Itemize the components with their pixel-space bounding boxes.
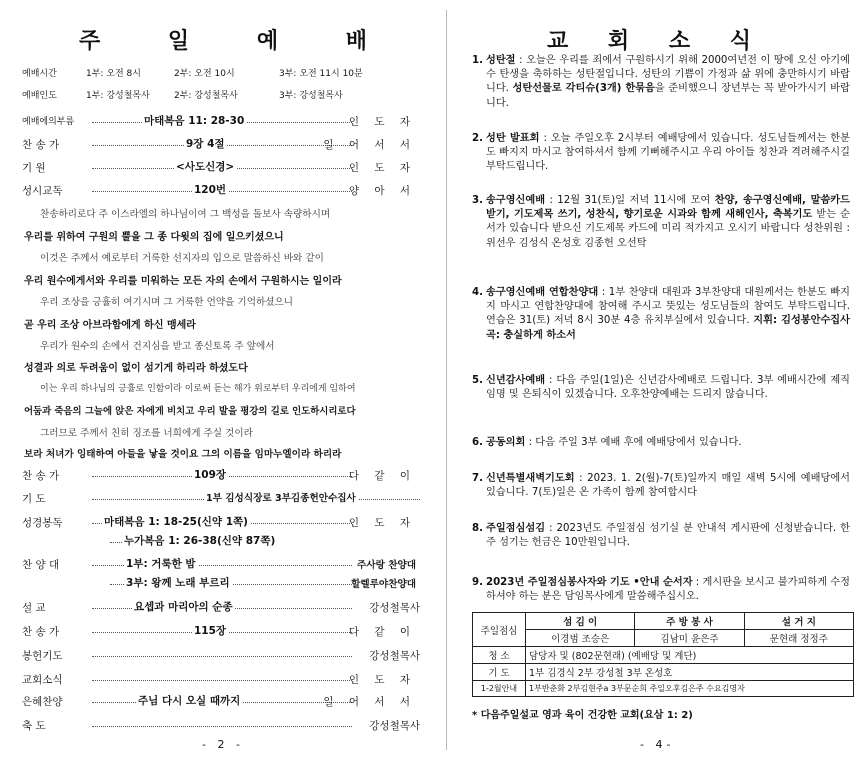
news-heading: 공동의회 bbox=[486, 437, 526, 448]
page-number: - 4- bbox=[640, 738, 675, 751]
order-label: 설 교 bbox=[22, 602, 46, 614]
news-body: : 1부 찬양대 대원과 3부찬양대 대원께서는 한분도 빠지지 마시고 연합찬양대에 참여해 주시고 뜻있는 성도님들의 참여도 부탁드립니다. 연습은 31(토) 저녁 8시 30분 4층 유치부실에서 있습니다. bbox=[486, 287, 850, 327]
news-item bbox=[472, 522, 852, 554]
news-number: 6. bbox=[472, 437, 483, 448]
news-body: : 2023. 1. 2(월)-7(토)일까지 매일 새벽 5시에 예배당에서 있습니다. 7(토)일은 온 가족이 함께 참여합시다 bbox=[486, 473, 850, 499]
responsive-line: 이것은 주께서 예로부터 거룩한 선지자의 입으로 말씀하신 바와 같이 bbox=[40, 253, 324, 264]
order-label: 교회소식 bbox=[22, 674, 63, 686]
news-item bbox=[472, 436, 852, 454]
news-heading: 성탄절 bbox=[486, 55, 516, 66]
order-row bbox=[14, 534, 432, 551]
order-leader: 강성철목사 bbox=[369, 650, 420, 662]
order-content: 115장 bbox=[194, 625, 227, 637]
order-label: 기 원 bbox=[22, 162, 46, 174]
order-label: 찬 송 가 bbox=[22, 626, 60, 638]
table-cell: 기 도 bbox=[473, 664, 526, 681]
table-row bbox=[473, 664, 854, 681]
order-label: 찬 송 가 bbox=[22, 139, 60, 151]
order-content: 요셉과 마리아의 순종 bbox=[134, 601, 233, 613]
order-content: 3부: 왕께 노래 부르리 bbox=[126, 577, 230, 589]
table-cell: 청 소 bbox=[473, 647, 526, 664]
news-number: 3. bbox=[472, 195, 483, 206]
news-number: 4. bbox=[472, 287, 483, 298]
news-item bbox=[472, 194, 852, 274]
order-content: 109장 bbox=[194, 469, 227, 481]
church-news-column bbox=[462, 0, 852, 759]
duty-table bbox=[472, 612, 854, 697]
order-content: 누가복음 1: 26-38(신약 87쪽) bbox=[124, 535, 276, 547]
order-leader: 다 같 이 bbox=[348, 470, 416, 482]
table-cell: 김남미 윤은주 bbox=[635, 630, 744, 647]
news-heading: 신년감사예배 bbox=[486, 375, 546, 386]
table-cell: 1-2월안내 bbox=[473, 681, 526, 697]
news-number: 8. bbox=[472, 523, 483, 534]
service-leaders bbox=[14, 88, 432, 102]
news-highlight: 찬양, 송구영신예배, 말씀카드 받기, 기도제목 쓰기, 성찬식, 향기로운 시과와 함께 새해인사, 축복기도 bbox=[486, 195, 850, 221]
order-row bbox=[14, 672, 432, 689]
news-highlight: 지휘: 김성봉안수집사 곡: 충실하게 하소서 bbox=[486, 315, 850, 341]
table-row bbox=[473, 647, 854, 664]
order-label: 축 도 bbox=[22, 720, 46, 732]
order-leader: 강성철목사 bbox=[369, 602, 420, 614]
news-number: 9. bbox=[472, 577, 483, 588]
responsive-line: 어둠과 죽음의 그늘에 앉은 자에게 비치고 우리 발을 평강의 길로 인도하시리로다 bbox=[24, 406, 356, 417]
news-heading: 2023년 주일점심봉사자와 기도 •안내 순서자 bbox=[486, 577, 693, 588]
news-item bbox=[472, 374, 852, 420]
news-number: 1. bbox=[472, 55, 483, 66]
order-row bbox=[14, 557, 432, 574]
table-header: 설 거 지 bbox=[744, 613, 853, 630]
service-times bbox=[14, 66, 432, 80]
responsive-line: 우리 원수에게서와 우리를 미워하는 모든 자의 손에서 구원하시는 일이라 bbox=[24, 276, 342, 287]
table-cell: 이경범 조승은 bbox=[526, 630, 635, 647]
order-leader: 강성철목사 bbox=[369, 720, 420, 732]
service-time-3: 3부: 오전 11시 10분 bbox=[279, 69, 363, 79]
order-row bbox=[14, 491, 432, 508]
news-number: 7. bbox=[472, 473, 483, 484]
table-cell: 1부 김경식 2부 강성철 3부 온성호 bbox=[526, 664, 854, 681]
responsive-line: 우리 조상을 긍휼히 여기시며 그 거룩한 언약을 기억하셨으니 bbox=[40, 297, 294, 308]
news-body: : 12월 31(토)일 저녁 11시에 모여 bbox=[545, 195, 715, 206]
order-row bbox=[14, 694, 432, 711]
order-label: 성경봉독 bbox=[22, 517, 63, 529]
news-item bbox=[472, 576, 852, 608]
news-item bbox=[472, 286, 852, 350]
table-row bbox=[473, 613, 854, 630]
order-label: 찬 송 가 bbox=[22, 470, 60, 482]
table-header: 주 방 봉 사 bbox=[635, 613, 744, 630]
news-highlight: 성탄선물로 각티슈(3개) 한묶음 bbox=[512, 83, 655, 95]
news-heading: 송구영신예배 bbox=[486, 195, 546, 206]
service-time-2: 2부: 오전 10시 bbox=[174, 69, 235, 79]
responsive-line: 이는 우리 하나님의 긍휼로 인함이라 이로써 돋는 해가 위로부터 우리에게 임하여 bbox=[40, 384, 356, 394]
responsive-line: 우리가 원수의 손에서 건지심을 받고 종신토록 주 앞에서 bbox=[40, 341, 275, 352]
order-row bbox=[14, 160, 432, 177]
news-item bbox=[472, 132, 852, 177]
order-content: 9장 4절 bbox=[186, 138, 225, 150]
order-row bbox=[14, 183, 432, 200]
news-heading: 주일점심섬김 bbox=[486, 523, 546, 534]
responsive-line: 우리를 위하여 구원의 뿔을 그 종 다윗의 집에 일으키셨으니 bbox=[24, 232, 284, 243]
order-leader: 주사랑 찬양대 bbox=[357, 560, 416, 571]
service-time-1: 1부: 오전 8시 bbox=[86, 69, 141, 79]
order-label: 예배에의부름 bbox=[22, 117, 75, 127]
news-body: : 게시판을 보시고 불가피하게 수정하셔야 하는 분은 담임목사에게 말씀해주십시오. bbox=[486, 577, 850, 603]
order-row bbox=[14, 515, 432, 532]
order-leader: 일 어 서 서 bbox=[323, 696, 416, 708]
table-row bbox=[473, 630, 854, 647]
responsive-line: 보라 처녀가 잉태하여 아들을 낳을 것이요 그의 이름을 임마누엘이라 하리라 bbox=[24, 449, 342, 460]
news-body: : 오늘은 우리를 죄에서 구원하시기 위해 2000여년전 이 땅에 오신 아기예수 탄생을 축하하는 성탄절입니다. 성탄의 기쁨이 가정과 삶 위에 충만하시기 바랍니다. bbox=[486, 55, 850, 95]
order-leader: 인 도 자 bbox=[348, 674, 416, 686]
news-body: : 다음 주일(1일)은 신년감사예배로 드립니다. 3부 예배시간에 제직임명 및 은퇴식이 있겠습니다. 오후찬양예배는 드리지 않습니다. bbox=[486, 375, 850, 401]
news-heading: 신년특별새벽기도회 bbox=[486, 473, 575, 484]
order-leader: 양 아 서 bbox=[348, 185, 416, 197]
service-leader-3: 3부: 강성철목사 bbox=[279, 91, 343, 101]
order-content: <사도신경> bbox=[176, 161, 235, 173]
order-label: 성시교독 bbox=[22, 185, 63, 197]
news-heading: 성탄 발표회 bbox=[486, 133, 540, 144]
column-divider bbox=[446, 10, 447, 750]
responsive-line: 그러므로 주께서 친히 징조를 너희에게 주실 것이라 bbox=[40, 428, 253, 439]
news-item bbox=[472, 472, 852, 504]
order-label: 봉헌기도 bbox=[22, 650, 63, 662]
order-row bbox=[14, 137, 432, 154]
responsive-line: 성결과 의로 두려움이 없이 섬기게 하리라 하셨도다 bbox=[24, 363, 248, 374]
worship-order-column bbox=[14, 0, 432, 759]
order-content: 120번 bbox=[194, 184, 227, 196]
page-number: - 2 - bbox=[202, 738, 244, 751]
news-body: : 오늘 주일오후 2시부터 예배당에서 있습니다. 성도님들께서는 한분도 빠지지 마시고 참여하셔서 함께 기뻐해주시고 우리 아이들 칭찬과 격려해주시길 부탁드립니다. bbox=[486, 133, 850, 173]
order-content: 마태복음 1: 18-25(신약 1쪽) bbox=[104, 516, 248, 528]
news-item bbox=[472, 54, 852, 114]
table-cell: 담당자 및 (802문현래) (예배당 및 계단) bbox=[526, 647, 854, 664]
news-heading: 송구영신예배 연합찬양대 bbox=[486, 287, 599, 298]
order-content: 1부: 거룩한 밤 bbox=[126, 558, 196, 570]
order-content: 마태복음 11: 28-30 bbox=[144, 115, 245, 127]
service-leader-2: 2부: 강성철목사 bbox=[174, 91, 238, 101]
service-time-label: 예배시간 bbox=[22, 69, 57, 79]
news-number: 2. bbox=[472, 133, 483, 144]
table-header: 섬 김 이 bbox=[526, 613, 635, 630]
order-leader: 다 같 이 bbox=[348, 626, 416, 638]
order-row bbox=[14, 648, 432, 665]
service-leader-1: 1부: 강성철목사 bbox=[86, 91, 150, 101]
order-row bbox=[14, 468, 432, 485]
news-body: 을 준비했으니 장년부는 꼭 받아가시기 바랍니다. bbox=[486, 83, 850, 109]
order-row bbox=[14, 600, 432, 617]
order-row bbox=[14, 624, 432, 641]
order-leader: 할렐루야찬양대 bbox=[351, 579, 416, 590]
news-number: 5. bbox=[472, 375, 483, 386]
order-leader: 인 도 자 bbox=[348, 162, 416, 174]
order-content: 주님 다시 오실 때까지 bbox=[138, 695, 241, 707]
news-body: : 2023년도 주일점심 섬기실 분 안내석 게시판에 신청받습니다. 한주 섬기는 헌금은 10만원입니다. bbox=[486, 523, 850, 549]
order-leader: 인 도 자 bbox=[348, 116, 416, 128]
order-leader: 일 어 서 서 bbox=[323, 139, 416, 151]
next-sermon-note: * 다음주일설교 영과 육이 건강한 교회(요삼 1: 2) bbox=[472, 710, 693, 721]
responsive-line: 곧 우리 조상 아브라함에게 하신 맹세라 bbox=[24, 320, 196, 331]
responsive-line: 찬송하리로다 주 이스라엘의 하나님이여 그 백성을 돌보사 속량하시며 bbox=[40, 209, 331, 220]
news-body: 받는 순서가 있습니다 받으신 기도제목 카드에 미리 적가지고 오시기 바랍니다 성찬위원 : 위선우 김성식 온성호 김종헌 오선탁 bbox=[486, 209, 850, 249]
order-label: 은혜찬양 bbox=[22, 696, 63, 708]
page-title-news: 교 회 소 식 bbox=[547, 28, 767, 54]
table-cell: 주일점심 bbox=[473, 613, 526, 647]
order-content: 1부 김성식장로 3부김종헌안수집사 bbox=[204, 490, 358, 504]
table-cell: 1부반춘화 2부김현주a 3부문순희 주일오후김은주 수요김명자 bbox=[526, 681, 854, 697]
order-row bbox=[14, 114, 432, 131]
order-label: 기 도 bbox=[22, 493, 46, 505]
page-title-worship: 주 일 예 배 bbox=[79, 28, 397, 54]
order-row bbox=[14, 576, 432, 593]
table-row bbox=[473, 681, 854, 697]
news-body: : 다음 주일 3부 예배 후에 예배당에서 있습니다. bbox=[525, 437, 742, 448]
order-leader: 인 도 자 bbox=[348, 517, 416, 529]
order-label: 찬 양 대 bbox=[22, 559, 60, 571]
service-lead-label: 예배인도 bbox=[22, 91, 57, 101]
table-cell: 문현래 정정주 bbox=[744, 630, 853, 647]
order-row bbox=[14, 718, 432, 735]
